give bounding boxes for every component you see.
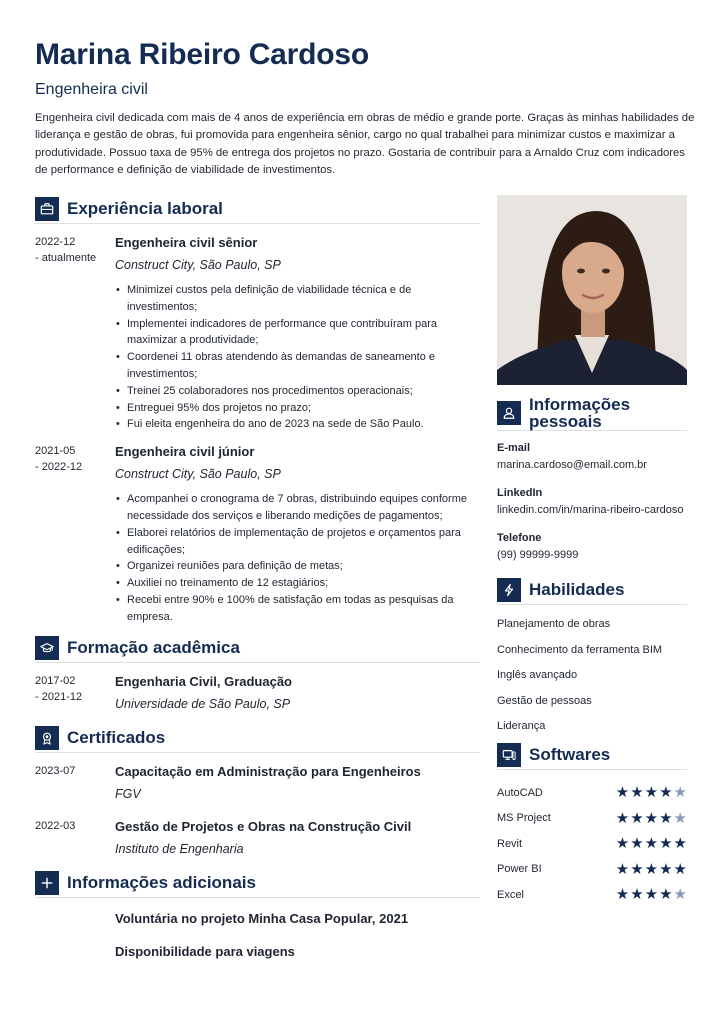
star-filled-icon: ★ (615, 886, 630, 904)
job-bullets (115, 491, 480, 625)
star-rating (616, 887, 687, 902)
date-end: - atualmente (35, 252, 97, 264)
star-filled-icon: ★ (615, 784, 630, 802)
education-title: Formação acadêmica (67, 637, 240, 657)
computer-icon (497, 743, 521, 767)
certificates-heading (35, 724, 480, 753)
right-column (497, 195, 687, 908)
star-filled-icon: ★ (659, 809, 673, 827)
candidate-role: Engenheira civil (35, 81, 148, 98)
candidate-name: Marina Ribeiro Cardoso (35, 38, 369, 71)
star-filled-icon: ★ (644, 784, 659, 802)
certificate-issuer: FGV (115, 786, 141, 801)
experience-entry (35, 443, 480, 625)
star-filled-icon: ★ (615, 860, 630, 878)
date-end: - 2021-12 (35, 690, 83, 703)
software-title: Softwares (529, 745, 611, 764)
briefcase-icon (35, 197, 59, 221)
skill-item: Planejamento de obras (497, 618, 611, 630)
software-name: Revit (497, 837, 523, 850)
star-filled-icon: ★ (644, 860, 659, 878)
date-end: - 2022-12 (35, 461, 83, 474)
skill-item: Inglês avançado (497, 669, 578, 681)
star-rating (616, 836, 687, 851)
skills-title: Habilidades (529, 580, 625, 599)
school-name: Universidade de São Paulo, SP (115, 696, 291, 711)
skills-heading (497, 576, 687, 605)
additional-item: Disponibilidade para viagens (115, 943, 295, 959)
software-section (497, 741, 687, 908)
entry-date: 2023-07 (35, 764, 76, 777)
software-row (497, 780, 687, 806)
job-title: Engenheira civil júnior (115, 444, 255, 460)
star-rating (616, 811, 687, 826)
certificate-entry (35, 818, 480, 857)
skill-item: Conhecimento da ferramenta BIM (497, 643, 663, 656)
education-entry (35, 673, 480, 712)
lightning-icon (497, 578, 521, 602)
certificate-title: Gestão de Projetos e Obras na Construção Civil (115, 818, 412, 834)
star-filled-icon: ★ (615, 835, 630, 853)
star-rating (616, 862, 687, 877)
star-filled-icon: ★ (630, 809, 644, 827)
award-icon (35, 726, 59, 750)
job-bullets (115, 282, 480, 433)
star-filled-icon: ★ (615, 809, 630, 827)
experience-entry (35, 234, 480, 433)
education-heading (35, 634, 480, 663)
profile-summary: Engenheira civil dedicada com mais de 4 anos de experiência em obras de médio e grande porte. Graças às minhas habilidades de liderança e gestão de obras, fui promovida para engenheira sênior, cargo no qual trabalhei para minimizar custos e maximizar a produtividade. Possuo taxa de 95% de entrega dos projetos no prazo. Gostaria de contribuir para a Arnaldo Cruz com indicadores de performance e definição de viabilidade de investimentos. (35, 112, 695, 176)
skills-list (497, 617, 687, 733)
certificate-title: Capacitação em Administração para Engenheiros (115, 763, 421, 779)
job-title: Engenheira civil sênior (115, 235, 258, 250)
personal-section (497, 395, 687, 562)
software-list (497, 780, 687, 908)
personal-title: Informações pessoais (529, 394, 631, 431)
personal-heading (497, 395, 687, 431)
bullet-item: • Treinei 25 colaboradores nos procedimentos operacionais; (127, 383, 480, 400)
bullet-item: • Coordenei 11 obras atendendo às demandas de saneamento e investimentos; (127, 349, 480, 383)
software-name: AutoCAD (497, 786, 543, 799)
star-filled-icon: ★ (659, 860, 673, 878)
software-name: MS Project (497, 812, 551, 825)
education-section (35, 634, 480, 712)
profile-photo (497, 195, 687, 385)
date-start: 2021-05 (35, 445, 76, 458)
company-name: Construct City, São Paulo, SP (115, 258, 281, 272)
graduation-cap-icon (35, 636, 59, 660)
star-filled-icon: ★ (659, 784, 673, 802)
company-name: Construct City, São Paulo, SP (115, 467, 281, 482)
email-value[interactable]: marina.cardoso@email.com.br (497, 459, 647, 471)
star-filled-icon: ★ (630, 835, 644, 853)
star-filled-icon: ★ (659, 835, 673, 853)
date-start: 2017-02 (35, 674, 76, 687)
star-filled-icon: ★ (630, 886, 644, 904)
software-row (497, 831, 687, 857)
entry-date (35, 673, 115, 712)
additional-title: Informações adicionais (67, 872, 256, 892)
star-empty-icon: ★ (673, 784, 687, 802)
entry-date (35, 443, 115, 625)
certificates-section (35, 724, 480, 857)
star-filled-icon: ★ (644, 809, 659, 827)
software-row (497, 882, 687, 908)
experience-heading (35, 195, 480, 224)
star-filled-icon: ★ (630, 860, 644, 878)
portrait-image (497, 195, 687, 385)
star-filled-icon: ★ (673, 860, 687, 878)
software-name: Power BI (497, 863, 542, 876)
entry-body (115, 818, 480, 857)
linkedin-label: LinkedIn (497, 487, 543, 499)
star-filled-icon: ★ (630, 784, 644, 802)
star-filled-icon: ★ (644, 886, 659, 904)
certificate-entry (35, 763, 480, 802)
phone-label: Telefone (497, 532, 542, 544)
software-heading (497, 741, 687, 770)
certificate-issuer: Instituto de Engenharia (115, 841, 244, 856)
additional-item: Voluntária no projeto Minha Casa Popular, 2021 (115, 910, 409, 926)
star-empty-icon: ★ (673, 886, 687, 904)
bullet-item: • Entreguei 95% dos projetos no prazo; (127, 400, 480, 417)
entry-date (35, 234, 115, 433)
star-empty-icon: ★ (673, 809, 687, 827)
software-name: Excel (497, 888, 524, 901)
bullet-item: • Acompanhei o cronograma de 7 obras, distribuindo equipes conforme necessidade dos serviços e liberando medições de pagamentos; (127, 491, 480, 525)
email-label: E-mail (497, 442, 531, 454)
linkedin-value[interactable]: linkedin.com/in/marina-ribeiro-cardoso (497, 504, 684, 516)
additional-section (35, 869, 480, 960)
software-row (497, 857, 687, 883)
entry-body (115, 443, 480, 625)
certificates-title: Certificados (67, 727, 166, 747)
bullet-item: • Implementei indicadores de performance que contribuíram para maximizar a produtividade; (127, 316, 480, 350)
plus-icon (35, 871, 59, 895)
experience-title: Experiência laboral (67, 199, 223, 218)
star-filled-icon: ★ (673, 835, 687, 853)
skill-item: Liderança (497, 720, 546, 732)
skills-section (497, 576, 687, 733)
experience-section (35, 195, 480, 626)
star-filled-icon: ★ (644, 835, 659, 853)
skill-item: Gestão de pessoas (497, 694, 592, 707)
entry-date: 2022-03 (35, 819, 76, 832)
bullet-item: • Auxiliei no treinamento de 12 estagiários; (127, 575, 480, 592)
phone-value: (99) 99999-9999 (497, 549, 579, 561)
additional-heading (35, 869, 480, 898)
date-start: 2022-12 (35, 236, 76, 248)
star-filled-icon: ★ (659, 886, 673, 904)
additional-list (35, 910, 480, 960)
left-column (35, 195, 480, 960)
entry-body (115, 763, 480, 802)
degree-title: Engenharia Civil, Graduação (115, 673, 292, 689)
bullet-item: • Organizei reuniões para definição de metas; (127, 558, 480, 575)
bullet-item: • Minimizei custos pela definição de viabilidade técnica e de investimentos; (127, 282, 480, 316)
star-rating (616, 785, 687, 800)
entry-body (115, 673, 480, 712)
user-icon (497, 401, 521, 425)
bullet-item: • Elaborei relatórios de implementação de projetos e orçamentos para edificações; (127, 525, 480, 559)
bullet-item: • Recebi entre 90% e 100% de satisfação em todas as pesquisas da empresa. (127, 592, 480, 626)
bullet-item: • Fui eleita engenheira do ano de 2023 na sede de São Paulo. (127, 416, 480, 433)
software-row (497, 806, 687, 832)
entry-body (115, 234, 480, 433)
